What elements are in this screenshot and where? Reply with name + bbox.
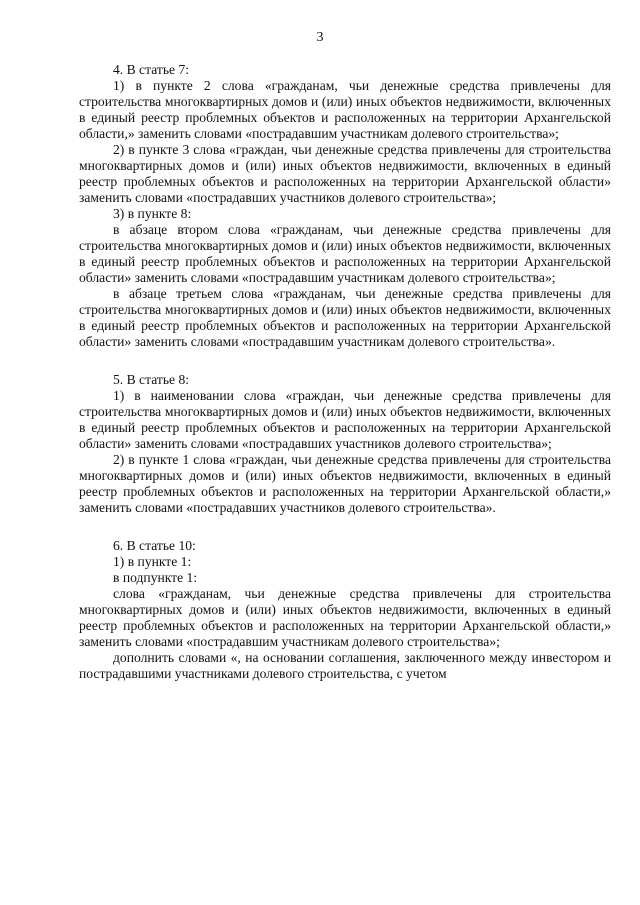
article-10-subitem-1-words: слова «гражданам, чьи денежные средства привлечены для строительства многоквартирных домов и (или) иных объектов недвижимости, включенных в единый реестр проблемных объектов и расположенных на территории Архангельской области,» заменить словами «пострадавшим участникам долевого строительства»; [79,586,611,649]
document-body [79,62,611,682]
article-7-item-3: 3) в пункте 8: [113,206,192,221]
article-7-item-3-para-2: в абзаце втором слова «гражданам, чьи денежные средства привлечены для строительства многоквартирных домов и (или) иных объектов недвижимости, включенных в единый реестр проблемных объектов и расположенных на территории Архангельской области» заменить словами «пострадавшим участникам долевого строительства»; [79,222,611,285]
article-8-heading: 5. В статье 8: [113,372,190,387]
article-10-heading: 6. В статье 10: [113,538,196,553]
article-7-item-3-para-3: в абзаце третьем слова «гражданам, чьи денежные средства привлечены для строительства многоквартирных домов и (или) иных объектов недвижимости, включенных в единый реестр проблемных объектов и расположенных на территории Архангельской области» заменить словами «пострадавшим участникам долевого строительства». [79,286,611,349]
section-spacer [79,350,611,372]
article-7-heading: 4. В статье 7: [113,62,190,77]
page-number: 3 [316,30,324,45]
article-10-subitem-1-supplement: дополнить словами «, на основании соглашения, заключенного между инвестором и пострадавшими участниками долевого строительства, с учетом [79,650,611,681]
article-8-item-2: 2) в пункте 1 слова «граждан, чьи денежные средства привлечены для строительства многоквартирных домов и (или) иных объектов недвижимости, включенных в единый реестр проблемных объектов и расположенных на территории Архангельской области,» заменить словами «пострадавших участников долевого строительства». [79,452,611,515]
article-8-item-1: 1) в наименовании слова «граждан, чьи денежные средства привлечены для строительства многоквартирных домов и (или) иных объектов недвижимости, включенных в единый реестр проблемных объектов и расположенных на территории Архангельской области» заменить словами «пострадавших участников долевого строительства»; [79,388,611,451]
article-10-subitem-1: в подпункте 1: [113,570,198,585]
article-10-item-1: 1) в пункте 1: [113,554,192,569]
section-spacer [79,516,611,538]
article-7-item-2: 2) в пункте 3 слова «граждан, чьи денежные средства привлечены для строительства многоквартирных домов и (или) иных объектов недвижимости, включенных в единый реестр проблемных объектов и расположенных на территории Архангельской области» заменить словами «пострадавших участников долевого строительства»; [79,142,611,205]
article-7-item-1: 1) в пункте 2 слова «гражданам, чьи денежные средства привлечены для строительства многоквартирных домов и (или) иных объектов недвижимости, включенных в единый реестр проблемных объектов и расположенных на территории Архангельской области,» заменить словами «пострадавшим участникам долевого строительства»; [79,78,611,141]
